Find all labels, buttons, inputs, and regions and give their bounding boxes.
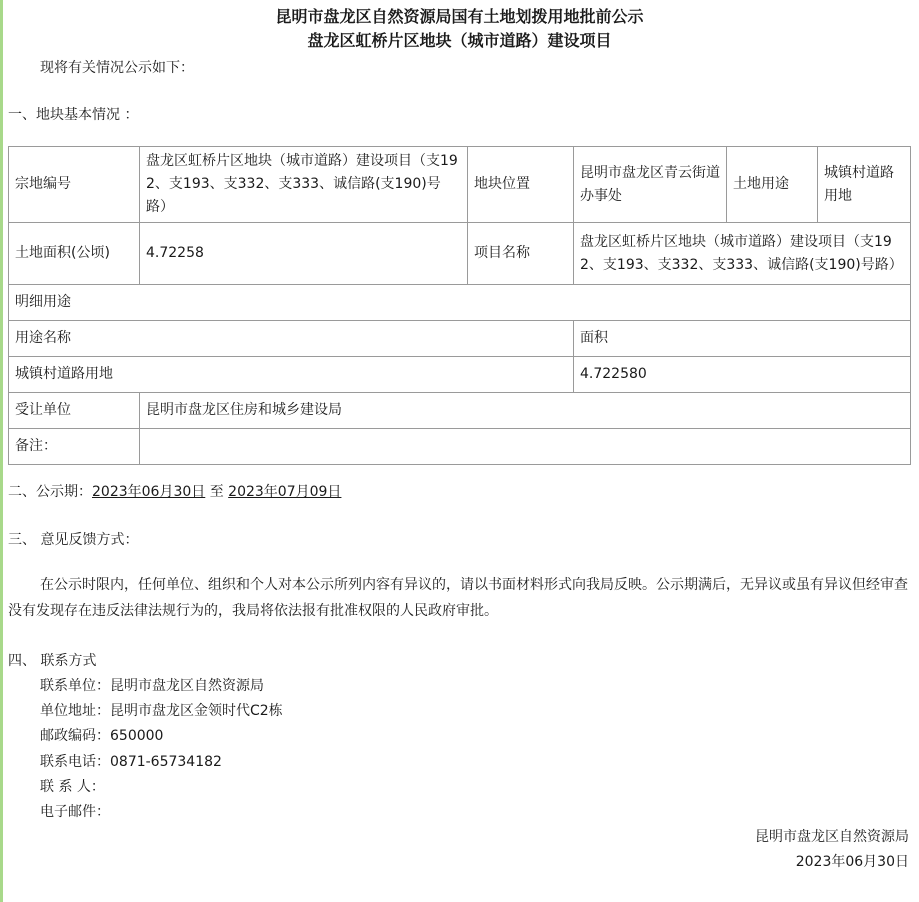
contact-postcode: 邮政编码：650000 [40, 728, 164, 744]
left-border-rule [0, 0, 3, 902]
page-subtitle: 盘龙区虹桥片区地块（城市道路）建设项目 [307, 31, 612, 50]
land-use-value: 城镇村道路用地 [818, 147, 911, 223]
publicity-to: 至 [209, 484, 224, 500]
feedback-paragraph: 在公示时限内，任何单位、组织和个人对本公示所列内容有异议的，请以书面材料形式向我局反映。公示期满后，无异议或虽有异议但经审查没有发现存在违反法律法规行为的，我局将依法报有批准权限的人民政府审批。 [8, 577, 908, 619]
land-use-label: 土地用途 [727, 147, 818, 223]
area-header: 面积 [574, 321, 911, 357]
section2-publicity-period [8, 481, 341, 501]
land-area-value: 4.72258 [140, 223, 468, 285]
contact-email: 电子邮件： [40, 804, 110, 820]
section3-heading: 三、 意见反馈方式： [8, 532, 139, 548]
contact-address: 单位地址：昆明市盘龙区金领时代C2栋 [40, 703, 283, 719]
remark-label: 备注： [9, 429, 140, 465]
contact-phone: 联系电话：0871-65734182 [40, 754, 222, 770]
intro-text: 现将有关情况公示如下： [40, 60, 194, 76]
location-label: 地块位置 [468, 147, 574, 223]
publicity-start-date: 2023年06月30日 [92, 484, 206, 500]
recipient-label: 受让单位 [9, 393, 140, 429]
recipient-value: 昆明市盘龙区住房和城乡建设局 [140, 393, 911, 429]
section2-heading: 二、公示期： [8, 484, 92, 500]
detail-use-label: 明细用途 [9, 285, 911, 321]
detail-use-area: 4.722580 [574, 357, 911, 393]
project-name-label: 项目名称 [468, 223, 574, 285]
contact-unit: 联系单位：昆明市盘龙区自然资源局 [40, 678, 264, 694]
detail-use-name: 城镇村道路用地 [9, 357, 574, 393]
parcel-no-value: 盘龙区虹桥片区地块（城市道路）建设项目（支192、支193、支332、支333、诚信路(支190)号路） [140, 147, 468, 223]
parcel-no-label: 宗地编号 [9, 147, 140, 223]
issue-date: 2023年06月30日 [795, 854, 909, 870]
issuer-signature: 昆明市盘龙区自然资源局 [755, 829, 909, 845]
section4-heading: 四、 联系方式 [8, 653, 97, 669]
project-name-value: 盘龙区虹桥片区地块（城市道路）建设项目（支192、支193、支332、支333、诚信路(支190)号路） [574, 223, 911, 285]
publicity-end-date: 2023年07月09日 [228, 484, 342, 500]
section1-heading: 一、地块基本情况 ： [8, 107, 139, 123]
land-area-label: 土地面积(公顷) [9, 223, 140, 285]
contact-person: 联 系 人： [40, 779, 105, 795]
use-name-header: 用途名称 [9, 321, 574, 357]
remark-value [140, 429, 911, 465]
parcel-info-table [8, 146, 911, 465]
location-value: 昆明市盘龙区青云街道办事处 [574, 147, 727, 223]
page-title: 昆明市盘龙区自然资源局国有土地划拨用地批前公示 [275, 7, 644, 26]
